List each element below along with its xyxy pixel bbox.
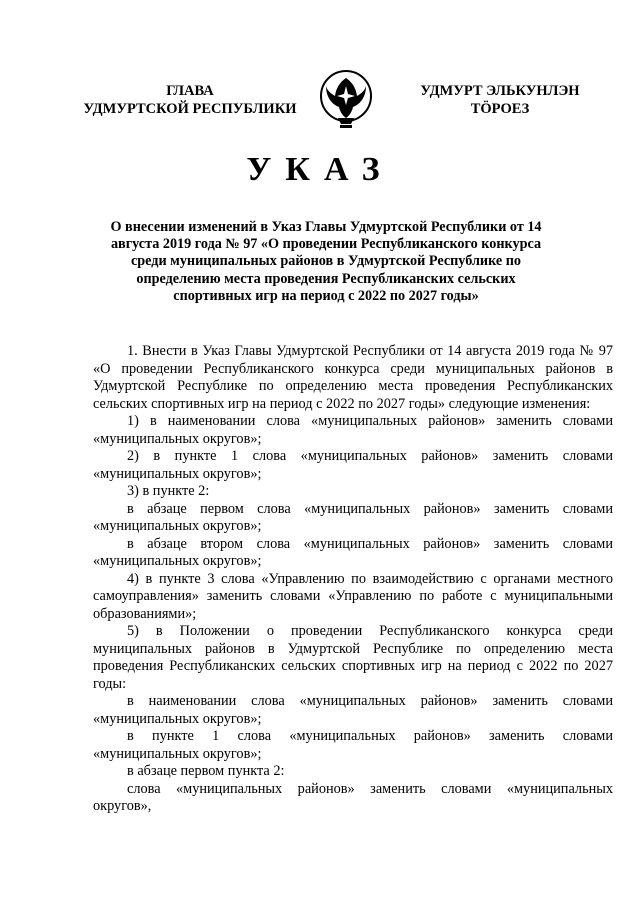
header-right-block	[400, 82, 600, 118]
header-left-line1: ГЛАВА	[166, 83, 214, 99]
paragraph: 3) в пункте 2:	[127, 483, 210, 499]
paragraph: в абзаце первом слова «муниципальных районов» заменить словами «муниципальных округов»;	[93, 500, 613, 534]
paragraph: 5) в Положении о проведении Республиканского конкурса среди муниципальных районов в Удмуртской Республике по определению места проведения Республиканских сельских спортивных игр на период с 2022 по 2027 годы:	[93, 623, 613, 692]
udmurt-coat-of-arms-icon	[318, 66, 374, 132]
paragraph: слова «муниципальных районов» заменить словами «муниципальных округов»,	[93, 780, 613, 814]
paragraph: в наименовании слова «муниципальных районов» заменить словами «муниципальных округов»;	[93, 693, 613, 727]
paragraph: 1. Внести в Указ Главы Удмуртской Республики от 14 августа 2019 года № 97 «О проведении Республиканского конкурса среди муниципальных районов в Удмуртской Республике по определению места проведения Республиканских сельских спортивных игр на период с 2022 по 2027 годы» следующие изменения:	[93, 343, 613, 412]
paragraph: 2) в пункте 1 слова «муниципальных районов» заменить словами «муниципальных округов»;	[93, 448, 613, 482]
paragraph: 4) в пункте 3 слова «Управлению по взаимодействию с органами местного самоуправления» заменить словами «Управлению по работе с муниципальными образованиями»;	[93, 570, 613, 622]
document-body	[93, 343, 613, 816]
header-left-line2: УДМУРТСКОЙ РЕСПУБЛИКИ	[83, 101, 297, 117]
document-type-heading: УКАЗ	[246, 151, 394, 188]
paragraph: в пункте 1 слова «муниципальных районов» заменить словами «муниципальных округов»;	[93, 728, 613, 762]
header-right-line1: УДМУРТ ЭЛЬКУНЛЭН	[420, 83, 580, 99]
paragraph: 1) в наименовании слова «муниципальных районов» заменить словами «муниципальных округов»;	[93, 413, 613, 447]
document-header	[0, 76, 640, 146]
paragraph: в абзаце первом пункта 2:	[127, 763, 285, 779]
paragraph: в абзаце втором слова «муниципальных районов» заменить словами «муниципальных округов»;	[93, 535, 613, 569]
header-left-block	[80, 82, 300, 118]
document-title: О внесении изменений в Указ Главы Удмуртской Республики от 14 августа 2019 года № 97 «О проведении Республиканского конкурса среди муниципальных районов в Удмуртской Республике по определению места проведения Республиканских сельских спортивных игр на период с 2022 по 2027 годы»	[110, 219, 542, 304]
header-right-line2: ТӦРОЕЗ	[470, 101, 530, 117]
